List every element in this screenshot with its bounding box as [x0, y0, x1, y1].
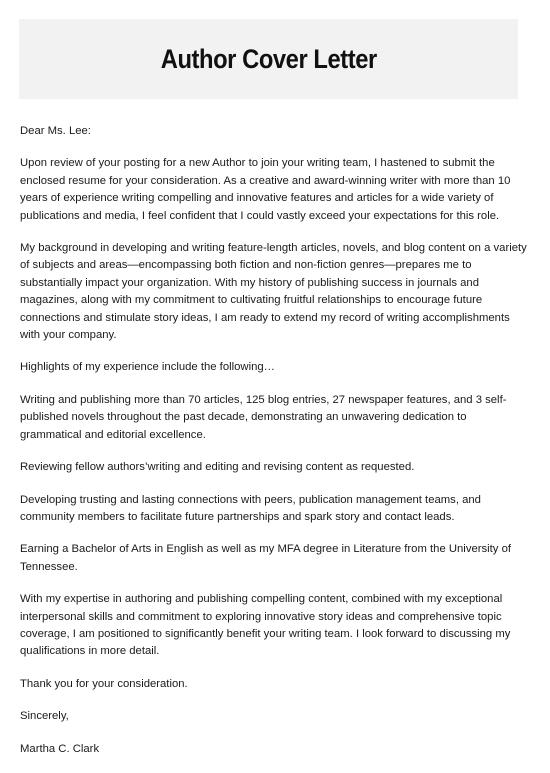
paragraph-highlights-intro: Highlights of my experience include the following…: [20, 361, 275, 374]
paragraph-background: My background in developing and writing feature-length articles, novels, and blog content on a variety of subjects and areas—encompassing both fiction and non-fiction genres—prepares me to substantially impact your organization. With my history of publishing success in journals and magazines, along with my commitment to cultivating fruitful relationships to encourage future connections and stimulate story ideas, I am ready to extend my record of writing accomplishments with your company.: [20, 242, 527, 342]
title-banner: [19, 19, 518, 99]
highlight-item: Writing and publishing more than 70 articles, 125 blog entries, 27 newspaper features, and 3 self-published novels throughout the past decade, demonstrating an unwavering dedication to grammatical and editorial excellence.: [20, 393, 507, 441]
document-title: Author Cover Letter: [160, 43, 377, 74]
closing: Sincerely,: [20, 710, 69, 723]
highlight-item: Reviewing fellow authors’writing and editing and revising content as requested.: [20, 461, 415, 474]
paragraph-thanks: Thank you for your consideration.: [20, 677, 188, 690]
signature: Martha C. Clark: [20, 742, 100, 755]
paragraph-conclusion: With my expertise in authoring and publishing compelling content, combined with my exceptional interpersonal skills and commitment to exploring innovative story ideas and comprehensive topic coverage, I am positioned to significantly benefit your writing team. I look forward to discussing my qualifications in more detail.: [20, 593, 511, 658]
paragraph-intro: Upon review of your posting for a new Author to join your writing team, I hastened to submit the enclosed resume for your consideration. As a creative and award-winning writer with more than 10 years of experience writing compelling and innovative features and articles for a wide variety of publications and media, I feel confident that I could vastly exceed your expectations for this role.: [20, 157, 511, 222]
letter-body: [20, 123, 530, 773]
salutation: Dear Ms. Lee:: [20, 125, 91, 137]
highlight-item: Earning a Bachelor of Arts in English as well as my MFA degree in Literature from the University of Tennessee.: [20, 543, 512, 573]
highlight-item: Developing trusting and lasting connections with peers, publication management teams, and community members to facilitate future partnerships and spark story and contact leads.: [20, 493, 481, 523]
